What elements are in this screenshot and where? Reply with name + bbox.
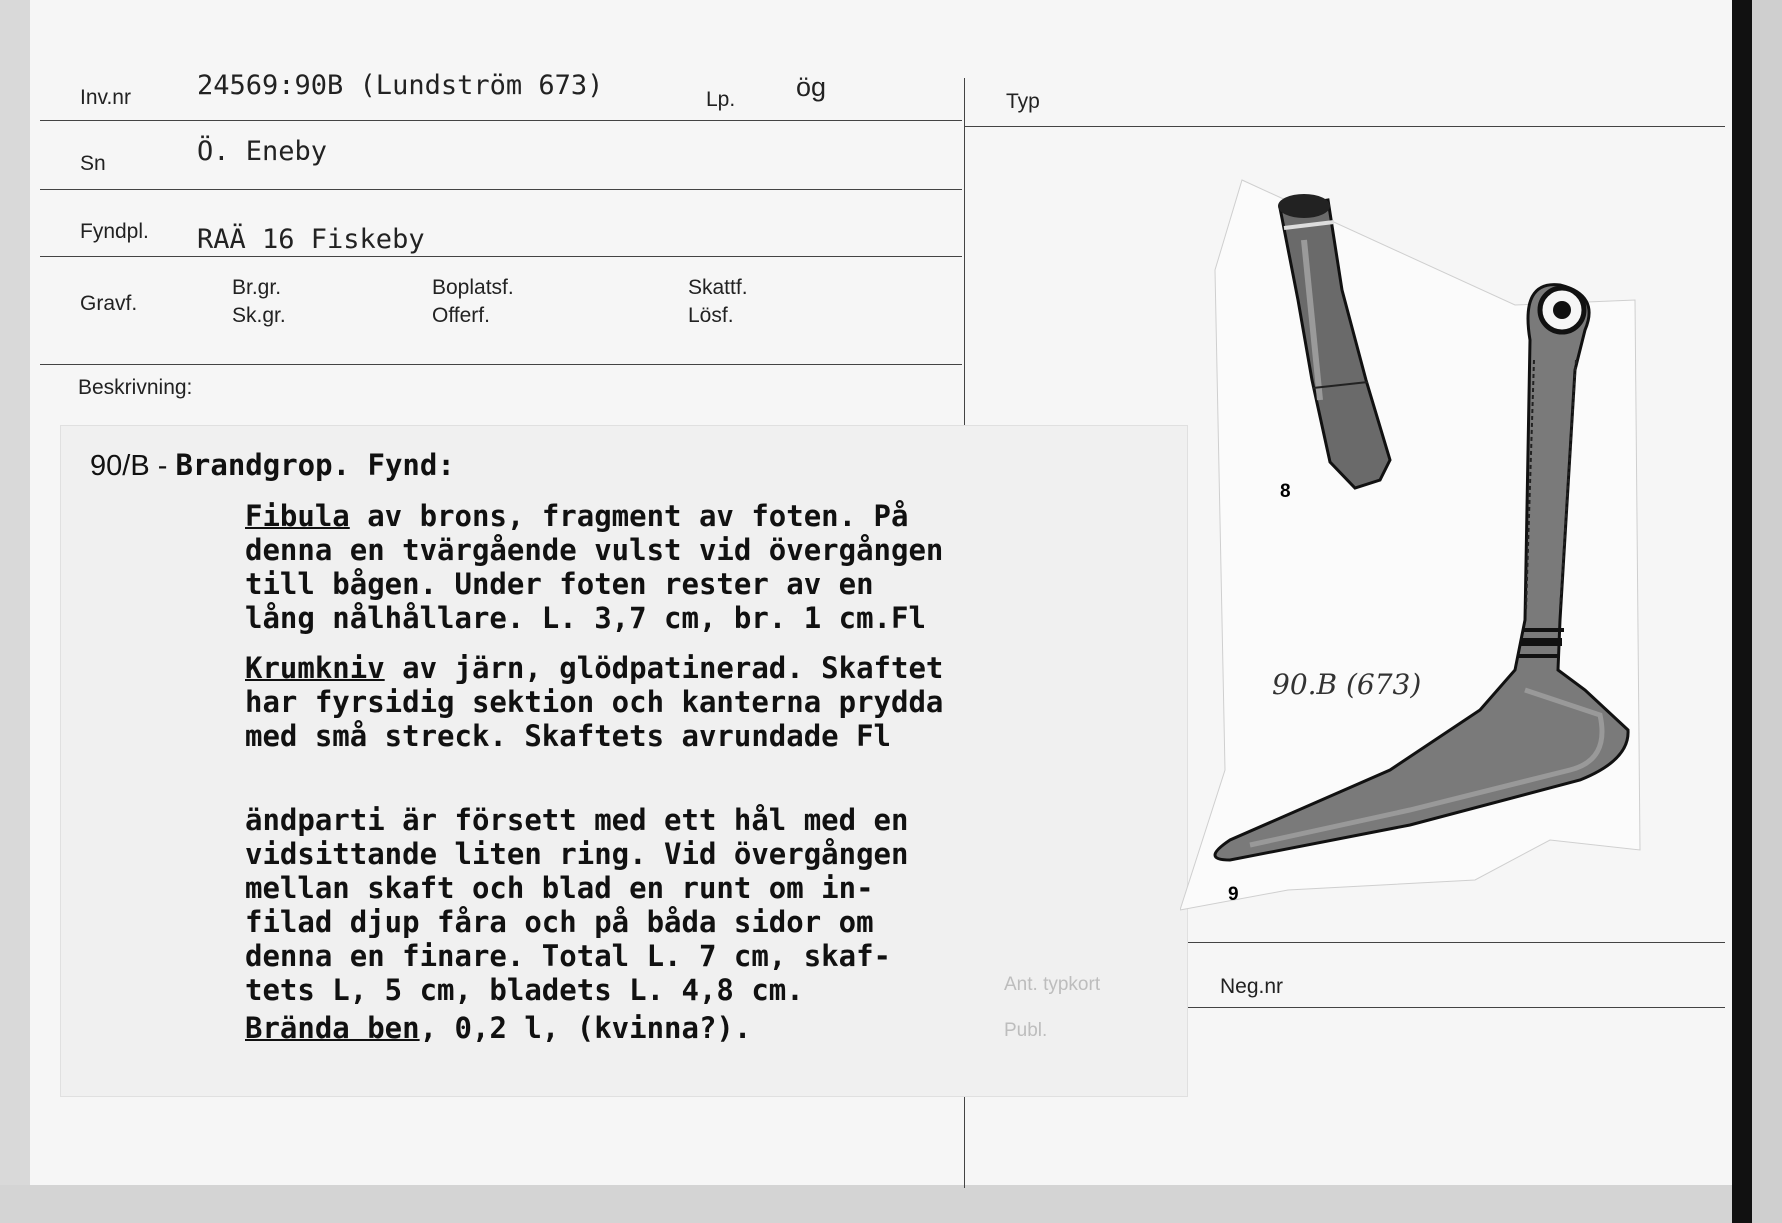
lp-value: ög (796, 72, 827, 102)
cont-line-1: ändparti är försett med ett hål med en (245, 803, 909, 837)
rule-fyndpl (40, 256, 962, 257)
figure-9-label: 9 (1228, 884, 1239, 905)
fyndpl-value: RAÄ 16 Fiskeby (197, 224, 425, 255)
krumkniv-term: Krumkniv (245, 651, 385, 685)
sn-value: Ö. Eneby (197, 136, 328, 167)
gravf-label: Gravf. (80, 292, 138, 315)
faint-ant-typkort: Ant. typkort (1004, 974, 1101, 995)
cont-line-5: denna en finare. Total L. 7 cm, skaf- (245, 939, 892, 973)
ben-text: , 0,2 l, (kvinna?). (419, 1011, 752, 1045)
invnr-value: 24569:90B (Lundström 673) (197, 70, 604, 101)
brgr-label: Br.gr. (232, 276, 282, 299)
fibula-text-1: av brons, fragment av foten. På (349, 499, 909, 533)
desc-heading-line (90, 448, 1150, 483)
card-edge-shadow (1732, 0, 1752, 1223)
negnr-label: Neg.nr (1220, 975, 1284, 998)
description-text (90, 448, 1150, 1045)
artifact-illustration (1180, 170, 1680, 920)
krum-line-1 (90, 651, 1150, 685)
branda-ben-term: Brända ben (245, 1011, 420, 1045)
fibula-line-4: lång nålhållare. L. 3,7 cm, br. 1 cm.Fl (245, 601, 926, 635)
handwritten-annotation: 90.B (673) (1272, 668, 1422, 701)
cont-line-4: filad djup fåra och på båda sidor om (245, 905, 874, 939)
figure-8-label: 8 (1280, 481, 1291, 502)
ben-line (90, 1011, 1150, 1045)
fibula-line-3: till bågen. Under foten rester av en (245, 567, 874, 601)
fibula-line-1 (90, 499, 1150, 533)
rule-invnr (40, 120, 962, 121)
offerf-label: Offerf. (432, 304, 490, 327)
desc-heading: Brandgrop. Fynd: (175, 448, 455, 482)
krum-line-3: med små streck. Skaftets avrundade Fl (245, 719, 892, 753)
sn-label: Sn (80, 152, 106, 175)
skgr-label: Sk.gr. (232, 304, 286, 327)
typ-label: Typ (1006, 90, 1040, 113)
krum-line-2: har fyrsidig sektion och kanterna prydda (245, 685, 944, 719)
desc-number: 90/B - (90, 450, 176, 482)
boplatsf-label: Boplatsf. (432, 276, 514, 299)
krum-text-1: av järn, glödpatinerad. Skaftet (384, 651, 944, 685)
lp-label: Lp. (706, 88, 736, 111)
cont-line-3: mellan skaft och blad en runt om in- (245, 871, 874, 905)
cont-line-6: tets L, 5 cm, bladets L. 4,8 cm. (245, 973, 804, 1007)
cont-line-2: vidsittande liten ring. Vid övergången (245, 837, 909, 871)
invnr-label: Inv.nr (80, 86, 131, 109)
rule-sn (40, 189, 962, 190)
fibula-line-2: denna en tvärgående vulst vid övergången (245, 533, 944, 567)
fyndpl-label: Fyndpl. (80, 220, 149, 243)
faint-publ: Publ. (1004, 1020, 1048, 1041)
background-margin-right (1752, 0, 1782, 1223)
fibula-term: Fibula (245, 499, 350, 533)
beskrivning-label: Beskrivning: (78, 376, 193, 399)
rule-gravf (40, 364, 962, 365)
losf-label: Lösf. (688, 304, 734, 327)
background-margin-bottom (0, 1185, 1732, 1223)
skattf-label: Skattf. (688, 276, 748, 299)
rule-typ (965, 126, 1725, 127)
